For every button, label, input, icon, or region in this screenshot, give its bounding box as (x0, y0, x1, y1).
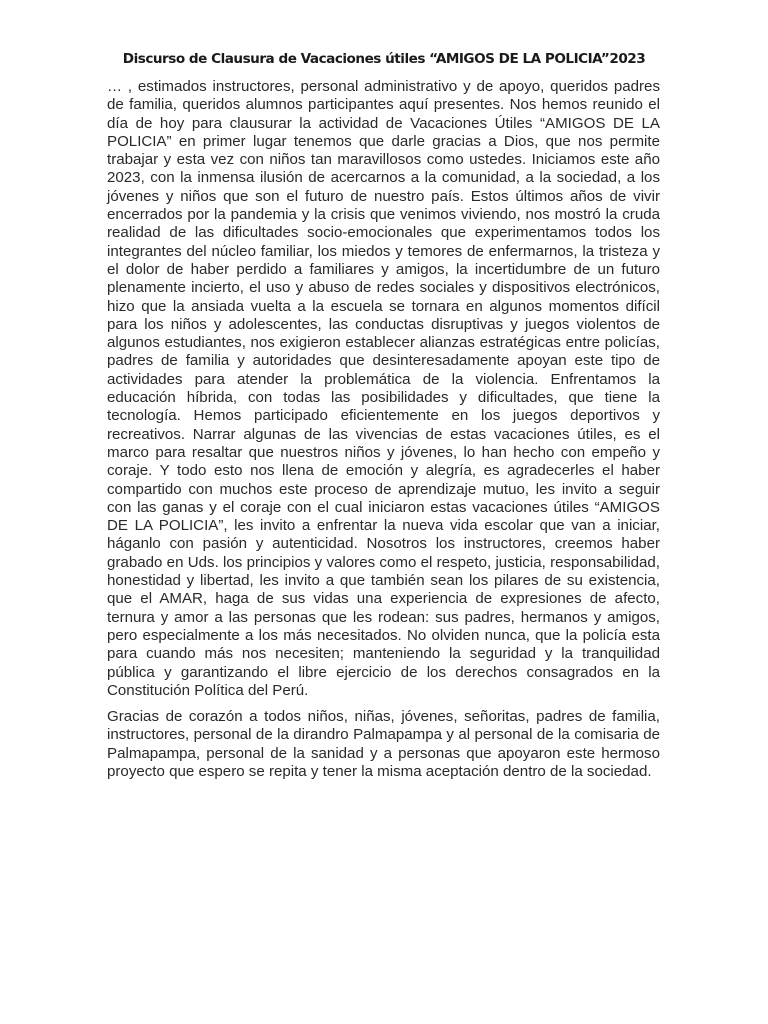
speech-paragraph: … , estimados instructores, personal administrativo y de apoyo, queridos padres de familia, queridos alumnos participantes aquí presentes. Nos hemos reunido el día de hoy para clausurar la actividad de Vacaciones Útiles “AMIGOS DE LA POLICIA” en primer lugar tenemos que darle gracias a Dios, que nos permite trabajar y esta vez con niños tan maravillosos como ustedes. Iniciamos este año 2023, con la inmensa ilusión de acercarnos a la comunidad, a la sociedad, a los jóvenes y niños que son el futuro de nuestro país. Estos últimos años de vivir encerrados por la pandemia y la crisis que venimos viviendo, nos mostró la cruda realidad de las dificultades socio-emocionales que experimentamos todos los integrantes del núcleo familiar, los miedos y temores de enfermarnos, la tristeza y el dolor de haber perdido a familiares y amigos, la incertidumbre de un futuro plenamente incierto, el uso y abuso de redes sociales y dispositivos electrónicos, hizo que la ansiada vuelta a la escuela se tornara en algunos momentos difícil para los niños y adolescentes, las conductas disruptivas y juegos violentos de algunos estudiantes, nos exigieron establecer alianzas estratégicas entre policías, padres de familia y autoridades que desinteresadamente apoyan este tipo de actividades para atender la problemática de la violencia. Enfrentamos la educación híbrida, con todas las posibilidades y dificultades, que tiene la tecnología. Hemos participado eficientemente en los juegos deportivos y recreativos. Narrar algunas de las vivencias de estas vacaciones útiles, es el marco para resaltar que nuestros niños y jóvenes, lo han hecho con empeño y coraje. Y todo esto nos llena de emoción y alegría, es agradecerles el haber compartido con muchos este proceso de aprendizaje mutuo, les invito a seguir con las ganas y el coraje con el cual iniciaron estas vacaciones útiles “AMIGOS DE LA POLICIA”, les invito a enfrentar la nueva vida escolar que van a iniciar, háganlo con pasión y autenticidad. Nosotros los instructores, creemos haber grabado en Uds. los principios y valores como el respeto, justicia, responsabilidad, honestidad y libertad, les invito a que también sean los pilares de su existencia, que el AMAR, haga de sus vidas una experiencia de expresiones de afecto, ternura y amor a las personas que les rodean: sus padres, hermanos y amigos, pero especialmente a los más necesitados. No olviden nunca, que la policía esta para cuando más nos necesiten; manteniendo la seguridad y la tranquilidad pública y garantizando el libre ejercicio de los derechos consagrados en la Constitución Política del Perú. (107, 78, 660, 699)
closing-paragraph: Gracias de corazón a todos niños, niñas, jóvenes, señoritas, padres de familia, instructores, personal de la dirandro Palmapampa y al personal de la comisaria de Palmapampa, personal de la sanidad y a personas que apoyaron este hermoso proyecto que espero se repita y tener la misma aceptación dentro de la sociedad. (107, 708, 660, 780)
document-body (107, 78, 660, 781)
document-title: Discurso de Clausura de Vacaciones útiles “AMIGOS DE LA POLICIA”2023 (122, 51, 646, 67)
